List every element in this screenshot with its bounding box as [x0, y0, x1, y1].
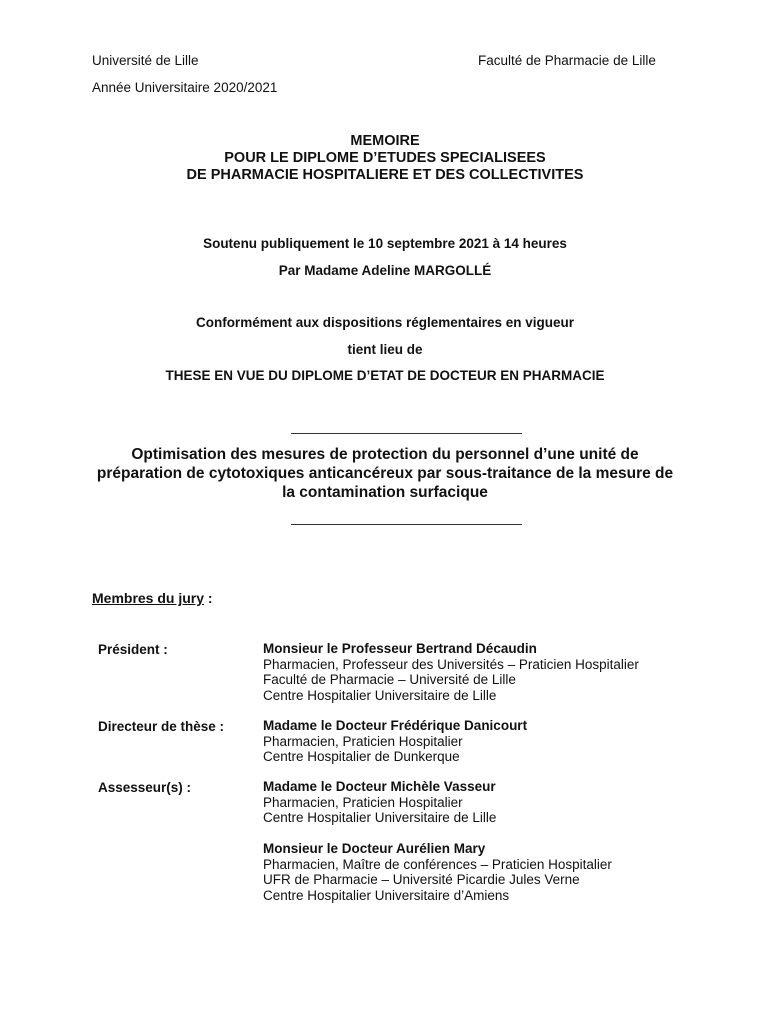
thesis-title-line-3: la contamination surfacique — [282, 484, 488, 501]
member-name: Madame le Docteur Frédérique Danicourt — [263, 718, 528, 733]
title-line-2: POUR LE DIPLOME D’ETUDES SPECIALISEES — [224, 150, 546, 166]
member-line: Pharmacien, Praticien Hospitalier — [263, 794, 463, 810]
member-line: Pharmacien, Maître de conférences – Praticien Hospitalier — [263, 856, 612, 872]
compliance-line-2: tient lieu de — [347, 342, 423, 357]
thesis-title-line-2: préparation de cytotoxiques anticancéreux par sous-traitance de la mesure de — [96, 465, 674, 482]
role-assessors: Assesseur(s) : — [98, 780, 192, 795]
divider-top — [291, 433, 522, 434]
title-line-3: DE PHARMACIE HOSPITALIERE ET DES COLLECTIVITES — [186, 167, 584, 183]
thesis-title-line-1: Optimisation des mesures de protection du personnel d’une unité de — [131, 446, 639, 463]
role-director: Directeur de thèse : — [98, 719, 225, 734]
member-assessor-2 — [263, 841, 612, 903]
divider-bottom — [291, 524, 522, 525]
member-line: Centre Hospitalier Universitaire de Lille — [263, 810, 497, 825]
title-line-1: MEMOIRE — [350, 133, 420, 149]
jury-heading-label: Membres du jury — [92, 590, 205, 606]
jury-heading — [92, 590, 213, 606]
member-line: Centre Hospitalier de Dunkerque — [263, 749, 460, 764]
member-director — [263, 718, 527, 765]
member-name: Monsieur le Professeur Bertrand Décaudin — [263, 641, 537, 656]
compliance-line-3: THESE EN VUE DU DIPLOME D’ETAT DE DOCTEUR EN PHARMACIE — [165, 368, 605, 383]
member-line: Centre Hospitalier Universitaire d’Amiens — [263, 887, 510, 903]
member-line: UFR de Pharmacie – Université Picardie Jules Verne — [263, 872, 580, 887]
compliance-line-1: Conformément aux dispositions réglementaires en vigueur — [195, 315, 575, 330]
defense-date: Soutenu publiquement le 10 septembre 2021 à 14 heures — [203, 236, 567, 251]
memoire-title-block — [0, 133, 770, 184]
defense-author: Par Madame Adeline MARGOLLÉ — [278, 263, 492, 278]
academic-year: Année Universitaire 2020/2021 — [92, 80, 278, 95]
member-name: Monsieur le Docteur Aurélien Mary — [263, 841, 486, 856]
member-assessor-1 — [263, 779, 496, 826]
member-line: Pharmacien, Professeur des Universités – Praticien Hospitalier — [263, 656, 639, 672]
member-line: Centre Hospitalier Universitaire de Lille — [263, 687, 497, 703]
jury-heading-colon: : — [204, 590, 213, 606]
member-name: Madame le Docteur Michèle Vasseur — [263, 779, 496, 794]
member-line: Pharmacien, Praticien Hospitalier — [263, 733, 463, 749]
role-president: Président : — [98, 642, 168, 657]
faculty-name: Faculté de Pharmacie de Lille — [478, 53, 656, 68]
university-name: Université de Lille — [92, 53, 199, 68]
member-line: Faculté de Pharmacie – Université de Lille — [263, 672, 516, 687]
member-president — [263, 641, 639, 703]
thesis-title — [70, 445, 700, 502]
